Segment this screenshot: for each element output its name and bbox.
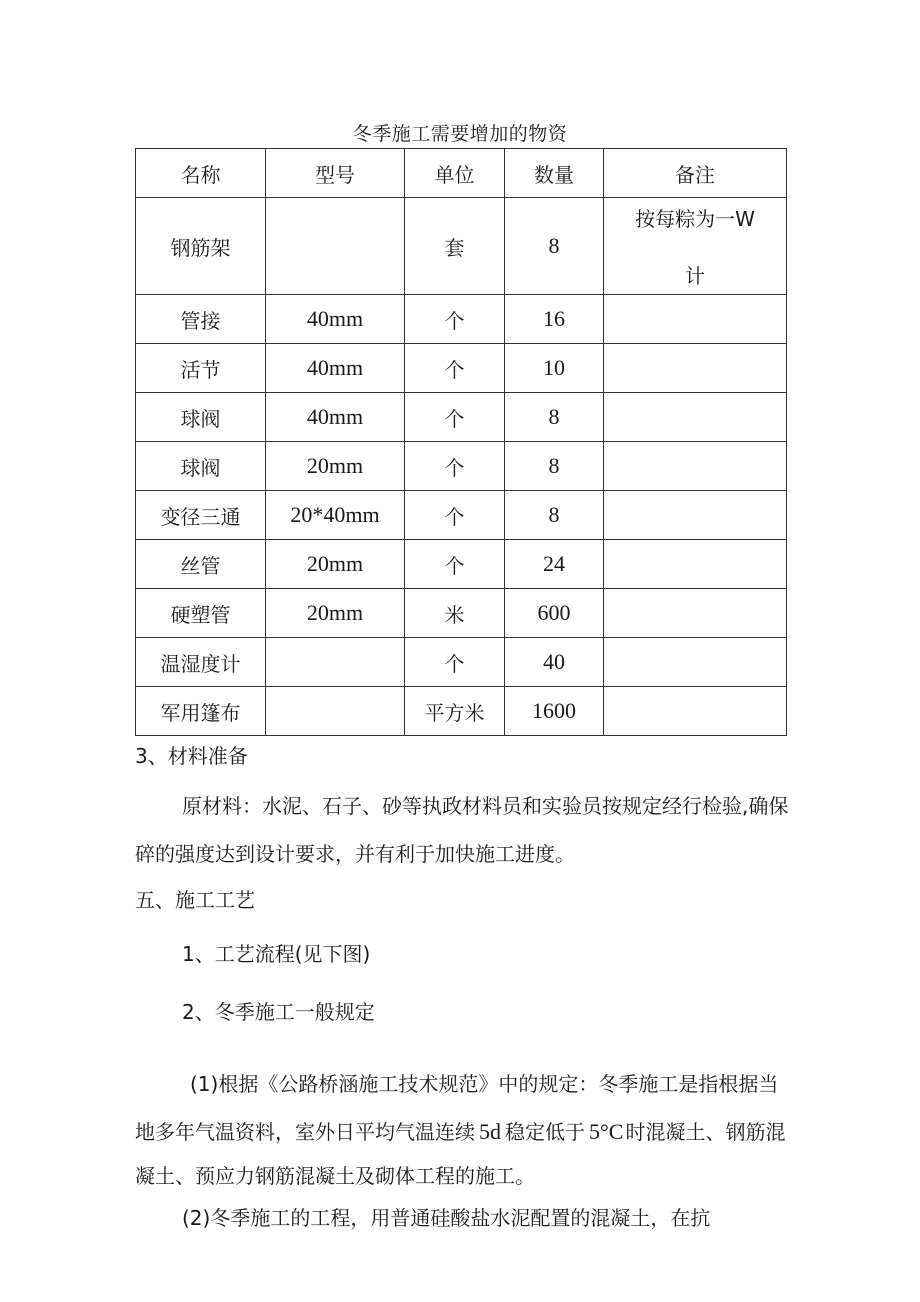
cell-name: 变径三通 [136, 491, 266, 540]
cell-qty: 8 [505, 491, 604, 540]
rule1-line2-part-c: 稳定低于 [505, 1120, 585, 1144]
cell-name: 军用篷布 [136, 687, 266, 736]
cell-unit: 个 [405, 393, 505, 442]
cell-name: 活节 [136, 344, 266, 393]
cell-unit: 个 [405, 540, 505, 589]
cell-unit: 米 [405, 589, 505, 638]
header-note: 备注 [604, 149, 787, 198]
cell-unit: 平方米 [405, 687, 505, 736]
cell-unit: 个 [405, 638, 505, 687]
cell-unit: 个 [405, 344, 505, 393]
table-row [136, 589, 787, 638]
cell-qty: 8 [505, 393, 604, 442]
cell-qty: 24 [505, 540, 604, 589]
cell-note [604, 344, 787, 393]
cell-note-line2: 计 [685, 264, 705, 288]
rule1-line2-part-e: 时混凝土、钢筋混 [625, 1120, 786, 1144]
cell-name: 球阀 [136, 442, 266, 491]
cell-note [604, 687, 787, 736]
cell-unit: 个 [405, 491, 505, 540]
cell-model: 20mm [266, 589, 405, 638]
cell-note [604, 638, 787, 687]
cell-model: 20mm [266, 442, 405, 491]
cell-model: 40mm [266, 295, 405, 344]
cell-qty: 1600 [505, 687, 604, 736]
cell-qty: 10 [505, 344, 604, 393]
cell-model [266, 198, 405, 295]
table-title: 冬季施工需要增加的物资 [352, 123, 568, 145]
rule1-line3: 凝土、预应力钢筋混凝土及砌体工程的施工。 [135, 1164, 535, 1188]
cell-qty: 16 [505, 295, 604, 344]
table-row [136, 198, 787, 295]
cell-model: 20*40mm [266, 491, 405, 540]
cell-name: 管接 [136, 295, 266, 344]
cell-name: 球阀 [136, 393, 266, 442]
cell-unit: 套 [405, 198, 505, 295]
header-name: 名称 [136, 149, 266, 198]
cell-name: 硬塑管 [136, 589, 266, 638]
cell-model: 20mm [266, 540, 405, 589]
header-model: 型号 [266, 149, 405, 198]
cell-note [604, 491, 787, 540]
section3-paragraph-line1: 原材料：水泥、石子、砂等执政材料员和实验员按规定经行检验,确保 [182, 794, 789, 818]
rule1-line2-duration: 5d [479, 1119, 501, 1144]
cell-model [266, 687, 405, 736]
rule1-line2-temperature: 5°C [589, 1119, 624, 1144]
cell-qty: 600 [505, 589, 604, 638]
cell-note [604, 540, 787, 589]
cell-qty: 8 [505, 442, 604, 491]
cell-name: 钢筋架 [136, 198, 266, 295]
section3-heading: 3、材料准备 [135, 744, 248, 768]
header-qty: 数量 [505, 149, 604, 198]
materials-table [135, 148, 787, 736]
table-row [136, 344, 787, 393]
rule1-line2-part-a: 地多年气温资料，室外日平均气温连续 [135, 1120, 475, 1144]
table-header-row [136, 149, 787, 198]
cell-note [604, 295, 787, 344]
table-row [136, 393, 787, 442]
cell-qty: 40 [505, 638, 604, 687]
table-row [136, 295, 787, 344]
header-unit: 单位 [405, 149, 505, 198]
cell-unit: 个 [405, 442, 505, 491]
cell-name: 丝管 [136, 540, 266, 589]
section3-paragraph-line2: 碎的强度达到设计要求，并有利于加快施工进度。 [135, 842, 575, 866]
process-flow-item: 1、工艺流程(见下图) [182, 942, 371, 966]
cell-note [604, 198, 787, 295]
section5-heading: 五、施工工艺 [135, 888, 255, 912]
cell-note [604, 393, 787, 442]
cell-unit: 个 [405, 295, 505, 344]
cell-model: 40mm [266, 344, 405, 393]
rule1-line2 [135, 1119, 786, 1144]
cell-note [604, 589, 787, 638]
table-row [136, 687, 787, 736]
table-row [136, 540, 787, 589]
cell-name: 温湿度计 [136, 638, 266, 687]
cell-note-line1: 按每粽为一W [635, 207, 755, 231]
cell-note [604, 442, 787, 491]
rule1-line1: (1)根据《公路桥涵施工技术规范》中的规定：冬季施工是指根据当 [190, 1072, 779, 1096]
cell-model [266, 638, 405, 687]
table-row [136, 638, 787, 687]
general-rules-item: 2、冬季施工一般规定 [182, 1000, 375, 1024]
table-row [136, 442, 787, 491]
table-row [136, 491, 787, 540]
cell-model: 40mm [266, 393, 405, 442]
rule2-line1: (2)冬季施工的工程，用普通硅酸盐水泥配置的混凝土，在抗 [182, 1206, 711, 1230]
cell-qty: 8 [505, 198, 604, 295]
